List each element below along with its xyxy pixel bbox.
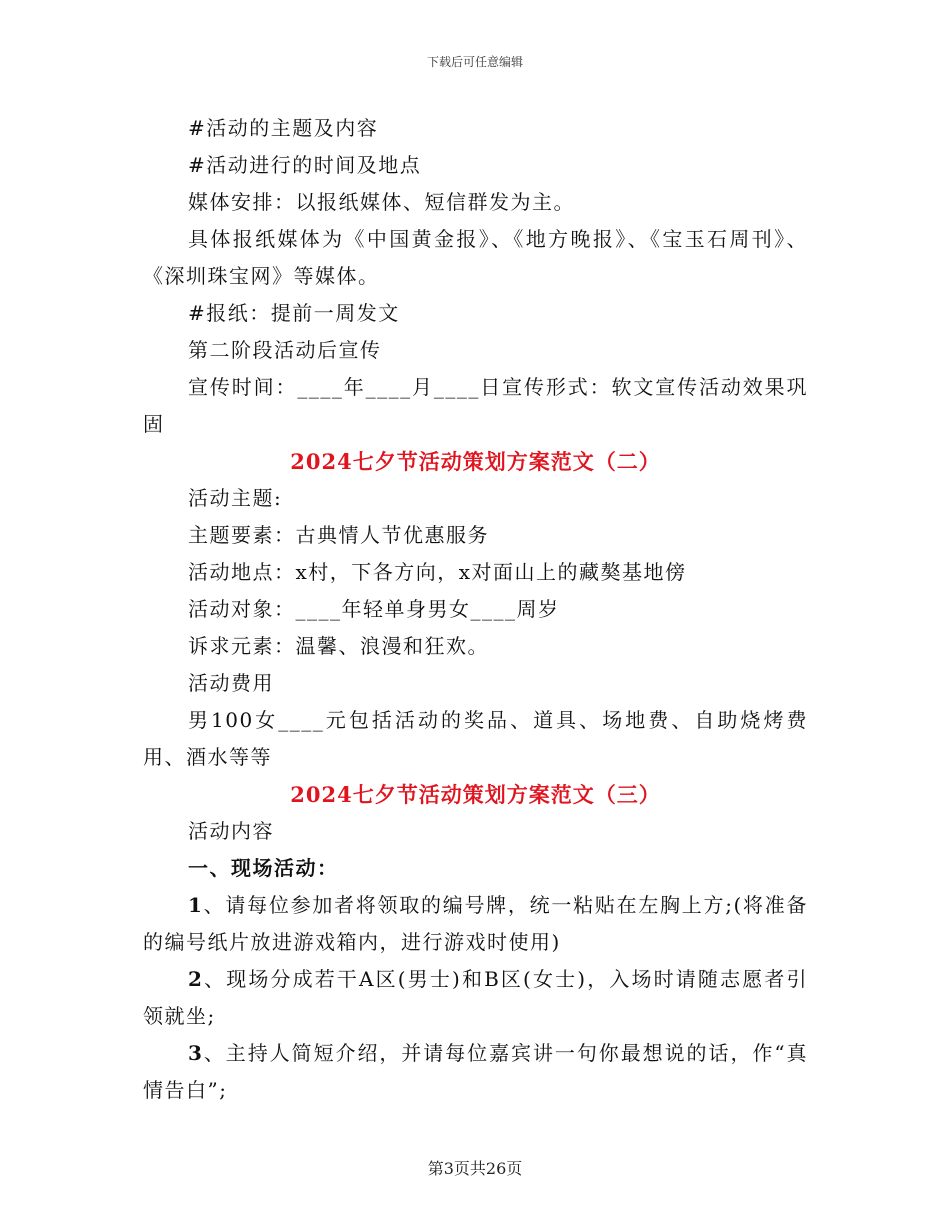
list-item xyxy=(143,1035,808,1109)
paragraph: 诉求元素：温馨、浪漫和狂欢。 xyxy=(188,634,489,658)
paragraph: 主题要素：古典情人节优惠服务 xyxy=(188,523,489,547)
list-item-number: 3 xyxy=(188,1041,204,1065)
list-item xyxy=(143,961,808,1035)
paragraph: #报纸：提前一周发文 xyxy=(188,301,400,325)
paragraph: 活动地点：x村，下各方向，x对面山上的藏獒基地傍 xyxy=(188,560,687,584)
paragraph: #活动的主题及内容 xyxy=(188,116,379,140)
paragraph: 媒体安排：以报纸媒体、短信群发为主。 xyxy=(188,190,575,214)
paragraph: 宣传时间：____年____月____日宣传形式：软文宣传活动效果巩固 xyxy=(143,375,808,436)
document-body xyxy=(143,110,808,1109)
paragraph: 活动对象：____年轻单身男女____周岁 xyxy=(188,597,560,621)
paragraph: #活动进行的时间及地点 xyxy=(188,153,422,177)
paragraph: 具体报纸媒体为《中国黄金报》、《地方晚报》、《宝玉石周刊》、《深圳珠宝网》等媒体。 xyxy=(143,227,808,288)
page-footer: 第3页共26页 xyxy=(427,1159,523,1178)
section-heading: 2024七夕节活动策划方案范文（二） xyxy=(290,449,661,474)
page-header: 下载后可任意编辑 xyxy=(426,55,523,69)
list-item-text: 、主持人简短介绍，并请每位嘉宾讲一句你最想说的话，作“真情告白”; xyxy=(143,1041,808,1102)
paragraph: 男100女____元包括活动的奖品、道具、场地费、自助烧烤费用、酒水等等 xyxy=(143,708,808,769)
subsection-title: 一、现场活动： xyxy=(188,856,339,880)
list-item-number: 1 xyxy=(188,893,204,917)
paragraph: 活动费用 xyxy=(188,671,274,695)
paragraph: 第二阶段活动后宣传 xyxy=(188,338,382,362)
list-item-number: 2 xyxy=(188,967,204,991)
list-item-text: 、现场分成若干A区(男士)和B区(女士)，入场时请随志愿者引领就坐; xyxy=(143,967,808,1028)
paragraph: 活动内容 xyxy=(188,819,274,843)
paragraph: 活动主题: xyxy=(188,486,283,510)
list-item xyxy=(143,887,808,961)
section-heading: 2024七夕节活动策划方案范文（三） xyxy=(290,782,661,807)
list-item-text: 、请每位参加者将领取的编号牌，统一粘贴在左胸上方;(将准备的编号纸片放进游戏箱内，进行游戏时使用) xyxy=(143,893,808,954)
